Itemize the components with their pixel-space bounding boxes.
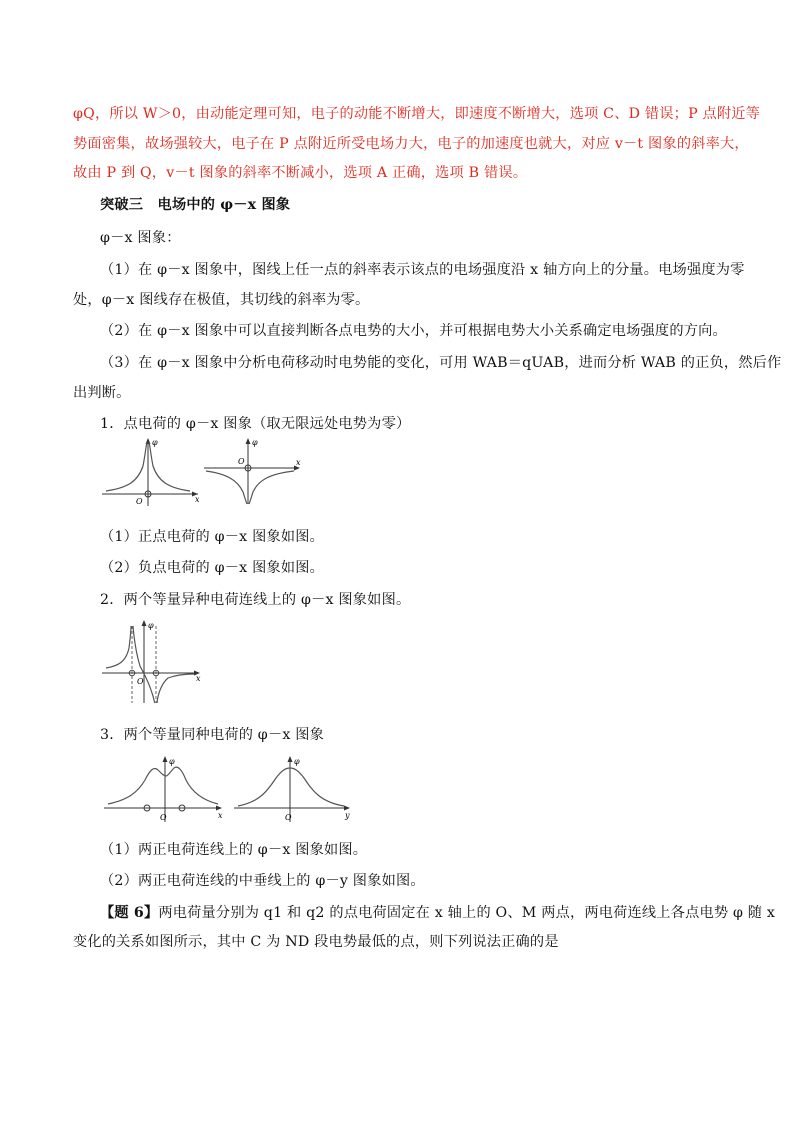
- fig3b-origin-label: O: [285, 813, 292, 822]
- fig1-origin-label: O: [136, 497, 143, 506]
- answer-line-2: 势面密集，故场强较大，电子在 P 点附近所受电场力大，电子的加速度也就大，对应 v－t 图象的斜率大，: [73, 136, 749, 152]
- item-3-b: （2）两正电荷连线的中垂线上的 φ－y 图象如图。: [100, 873, 425, 889]
- item-3-a: （1）两正电荷连线上的 φ－x 图象如图。: [100, 842, 368, 858]
- item-1-b: （2）负点电荷的 φ－x 图象如图。: [100, 560, 325, 576]
- paragraph-2: （2）在 φ－x 图象中可以直接判断各点电势的大小，并可根据电势大小关系确定电场强度的方向。: [100, 323, 727, 339]
- fig1b-x-label: x: [296, 458, 301, 467]
- section-heading: 突破三 电场中的 φ－x 图象: [100, 197, 291, 213]
- fig2-origin-label: O: [137, 677, 144, 686]
- fig1b-origin-label: O: [238, 457, 245, 466]
- like-charges-phi-figure: [100, 756, 355, 824]
- answer-line-1: φQ，所以 W＞0，由动能定理可知，电子的动能不断增大，即速度不断增大，选项 C、D 错误；P 点附近等: [73, 106, 761, 122]
- paragraph-3-line-1: （3）在 φ－x 图象中分析电荷移动时电势能的变化，可用 WAB＝qUAB，进而分析 WAB 的正负，然后作: [100, 355, 782, 371]
- paragraph-3-line-2: 出判断。: [73, 385, 131, 401]
- fig3b-phi-label: φ: [294, 757, 300, 766]
- point-charge-phi-x-figure: [98, 436, 308, 508]
- question-6-line-2: 变化的关系如图所示，其中 C 为 ND 段电势最低的点，则下列说法正确的是: [73, 934, 559, 950]
- fig3b-y-label: y: [345, 811, 350, 820]
- item-1-title: 1．点电荷的 φ－x 图象（取无限远处电势为零）: [100, 416, 411, 432]
- question-line-1-text: 两电荷量分别为 q1 和 q2 的点电荷固定在 x 轴上的 O、M 两点，两电荷连线上各点电势 φ 随 x: [158, 905, 776, 921]
- fig2-x-label: x: [196, 674, 201, 683]
- fig1-phi-label: φ: [152, 438, 158, 447]
- question-tag: 【题 6】: [100, 905, 159, 921]
- fig3-x-label: x: [218, 811, 223, 820]
- item-3-title: 3．两个等量同种电荷的 φ－x 图象: [100, 727, 325, 743]
- question-6-line-1: [100, 903, 775, 923]
- paragraph-1-line-2: 处，φ－x 图线存在极值，其切线的斜率为零。: [73, 292, 370, 308]
- fig1-x-label: x: [195, 495, 200, 504]
- section-intro: φ－x 图象：: [100, 230, 181, 246]
- fig3-phi-label: φ: [169, 757, 175, 766]
- opposite-charges-phi-x-figure: [98, 618, 208, 708]
- fig3-origin-label: O: [160, 813, 167, 822]
- item-1-a: （1）正点电荷的 φ－x 图象如图。: [100, 529, 325, 545]
- item-2-title: 2．两个等量异种电荷连线上的 φ－x 图象如图。: [100, 592, 411, 608]
- paragraph-1-line-1: （1）在 φ－x 图象中，图线上任一点的斜率表示该点的电场强度沿 x 轴方向上的分量。电场强度为零: [100, 262, 745, 278]
- fig2-phi-label: φ: [148, 621, 154, 630]
- answer-line-3: 故由 P 到 Q，v－t 图象的斜率不断减小，选项 A 正确，选项 B 错误。: [73, 165, 528, 181]
- fig1b-phi-label: φ: [252, 438, 258, 447]
